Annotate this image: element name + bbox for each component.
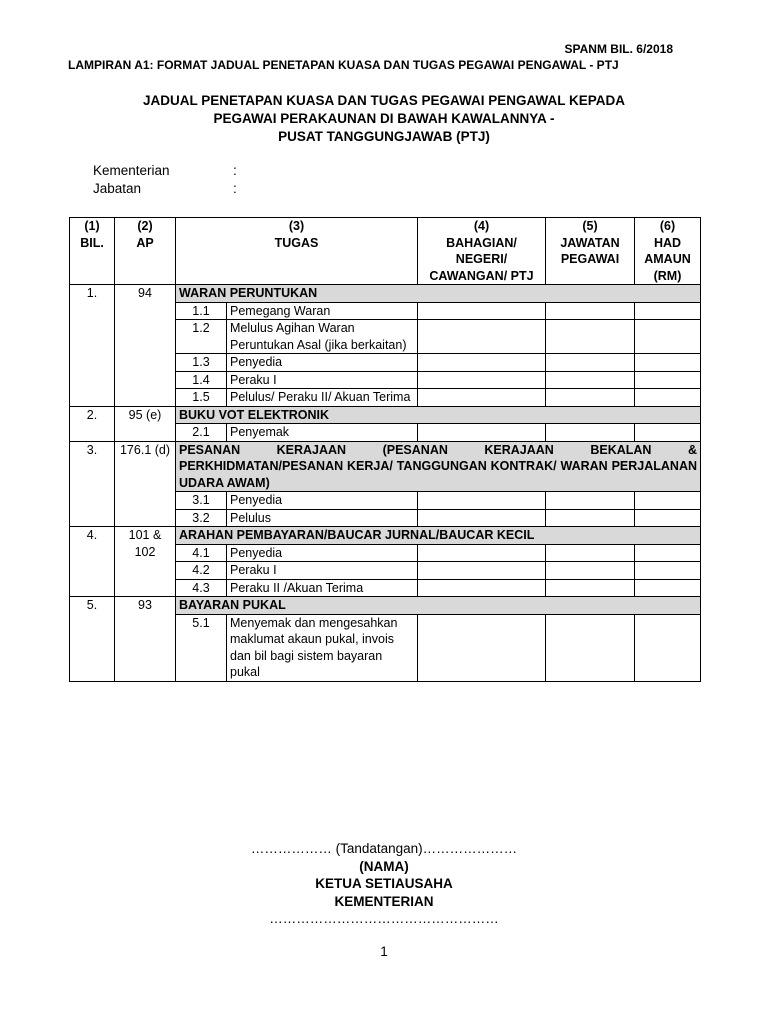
task-number: 3.1	[176, 492, 227, 510]
bahagian-cell[interactable]	[418, 614, 546, 681]
header-jawatan: (5) JAWATAN PEGAWAI	[546, 218, 635, 285]
title-line-1: JADUAL PENETAPAN KUASA DAN TUGAS PEGAWAI PENGAWAL KEPADA	[142, 93, 626, 108]
bahagian-cell[interactable]	[418, 320, 546, 354]
signatory-name: (NAMA)	[359, 859, 409, 874]
section-row	[70, 527, 701, 545]
section-title: PESANAN KERAJAAN (PESANAN KERAJAAN BEKALAN & PERKHIDMATAN/PESANAN KERJA/ TANGGUNGAN KONTRAK/ WARAN PERJALANAN UDARA AWAM)	[176, 441, 701, 492]
section-ap: 176.1 (d)	[115, 441, 176, 527]
had-amaun-cell[interactable]	[635, 509, 701, 527]
had-amaun-cell[interactable]	[635, 371, 701, 389]
had-amaun-cell[interactable]	[635, 424, 701, 442]
bahagian-cell[interactable]	[418, 354, 546, 372]
jawatan-cell[interactable]	[546, 562, 635, 580]
signature-line: ……………… (Tandatangan)…………………	[250, 841, 518, 856]
had-amaun-cell[interactable]	[635, 544, 701, 562]
bahagian-cell[interactable]	[418, 302, 546, 320]
task-description: Peraku I	[227, 562, 418, 580]
bahagian-cell[interactable]	[418, 509, 546, 527]
title-line-3: PUSAT TANGGUNGJAWAB (PTJ)	[278, 129, 490, 144]
section-title: BAYARAN PUKAL	[176, 597, 701, 615]
jawatan-cell[interactable]	[546, 509, 635, 527]
jawatan-cell[interactable]	[546, 302, 635, 320]
task-description: Penyedia	[227, 544, 418, 562]
bahagian-cell[interactable]	[418, 492, 546, 510]
section-bil: 1.	[70, 285, 115, 407]
had-amaun-cell[interactable]	[635, 302, 701, 320]
bahagian-cell[interactable]	[418, 371, 546, 389]
page-number: 1	[380, 944, 388, 959]
task-description: Pemegang Waran	[227, 302, 418, 320]
task-description: Penyemak	[227, 424, 418, 442]
kementerian-colon: :	[233, 163, 237, 178]
section-row	[70, 406, 701, 424]
appendix-heading: LAMPIRAN A1: FORMAT JADUAL PENETAPAN KUASA DAN TUGAS PEGAWAI PENGAWAL - PTJ	[68, 58, 619, 72]
bahagian-cell[interactable]	[418, 544, 546, 562]
task-number: 4.1	[176, 544, 227, 562]
task-description: Penyedia	[227, 492, 418, 510]
section-title: ARAHAN PEMBAYARAN/BAUCAR JURNAL/BAUCAR KECIL	[176, 527, 701, 545]
had-amaun-cell[interactable]	[635, 579, 701, 597]
document-title	[0, 92, 768, 146]
header-bahagian: (4) BAHAGIAN/ NEGERI/ CAWANGAN/ PTJ	[418, 218, 546, 285]
section-title: WARAN PERUNTUKAN	[176, 285, 701, 303]
task-number: 3.2	[176, 509, 227, 527]
section-ap: 93	[115, 597, 176, 682]
kementerian-label: Kementerian	[93, 163, 170, 178]
jawatan-cell[interactable]	[546, 389, 635, 407]
section-row	[70, 441, 701, 492]
section-bil: 3.	[70, 441, 115, 527]
section-bil: 2.	[70, 406, 115, 441]
section-row	[70, 285, 701, 303]
task-description: Peraku I	[227, 371, 418, 389]
signatory-organisation: KEMENTERIAN	[334, 894, 434, 909]
jawatan-cell[interactable]	[546, 320, 635, 354]
had-amaun-cell[interactable]	[635, 320, 701, 354]
section-title: BUKU VOT ELEKTRONIK	[176, 406, 701, 424]
document-reference: SPANM BIL. 6/2018	[564, 42, 673, 56]
task-number: 1.5	[176, 389, 227, 407]
jawatan-cell[interactable]	[546, 579, 635, 597]
task-description: Peraku II /Akuan Terima	[227, 579, 418, 597]
task-number: 1.3	[176, 354, 227, 372]
had-amaun-cell[interactable]	[635, 562, 701, 580]
task-description: Menyemak dan mengesahkan maklumat akaun pukal, invois dan bil bagi sistem bayaran pukal	[227, 614, 418, 681]
task-description: Pelulus	[227, 509, 418, 527]
header-ap: (2) AP	[115, 218, 176, 285]
had-amaun-cell[interactable]	[635, 389, 701, 407]
jabatan-label: Jabatan	[93, 181, 142, 196]
jabatan-field	[93, 181, 237, 196]
authority-table	[69, 217, 701, 682]
section-bil: 4.	[70, 527, 115, 597]
bahagian-cell[interactable]	[418, 562, 546, 580]
section-bil: 5.	[70, 597, 115, 682]
signatory-position: KETUA SETIAUSAHA	[315, 876, 453, 891]
header-had-amaun: (6) HAD AMAUN (RM)	[635, 218, 701, 285]
bahagian-cell[interactable]	[418, 579, 546, 597]
title-line-2: PEGAWAI PERAKAUNAN DI BAWAH KAWALANNYA -	[213, 111, 555, 126]
jawatan-cell[interactable]	[546, 354, 635, 372]
had-amaun-cell[interactable]	[635, 492, 701, 510]
task-number: 4.3	[176, 579, 227, 597]
table-header-row	[70, 218, 701, 285]
jawatan-cell[interactable]	[546, 492, 635, 510]
bahagian-cell[interactable]	[418, 424, 546, 442]
section-row	[70, 597, 701, 615]
jawatan-cell[interactable]	[546, 614, 635, 681]
task-number: 4.2	[176, 562, 227, 580]
task-number: 5.1	[176, 614, 227, 681]
task-number: 2.1	[176, 424, 227, 442]
task-number: 1.1	[176, 302, 227, 320]
task-description: Penyedia	[227, 354, 418, 372]
date-dotted-line: ……………………………………………	[269, 911, 499, 926]
task-description: Pelulus/ Peraku II/ Akuan Terima	[227, 389, 418, 407]
task-number: 1.4	[176, 371, 227, 389]
task-description: Melulus Agihan Waran Peruntukan Asal (jika berkaitan)	[227, 320, 418, 354]
jawatan-cell[interactable]	[546, 371, 635, 389]
jawatan-cell[interactable]	[546, 424, 635, 442]
had-amaun-cell[interactable]	[635, 354, 701, 372]
task-number: 1.2	[176, 320, 227, 354]
jabatan-colon: :	[233, 181, 237, 196]
section-ap: 95 (e)	[115, 406, 176, 441]
kementerian-field	[93, 163, 237, 178]
header-tugas: (3) TUGAS	[176, 218, 418, 285]
had-amaun-cell[interactable]	[635, 614, 701, 681]
jawatan-cell[interactable]	[546, 544, 635, 562]
section-ap: 94	[115, 285, 176, 407]
section-ap: 101 & 102	[115, 527, 176, 597]
header-bil: (1) BIL.	[70, 218, 115, 285]
bahagian-cell[interactable]	[418, 389, 546, 407]
